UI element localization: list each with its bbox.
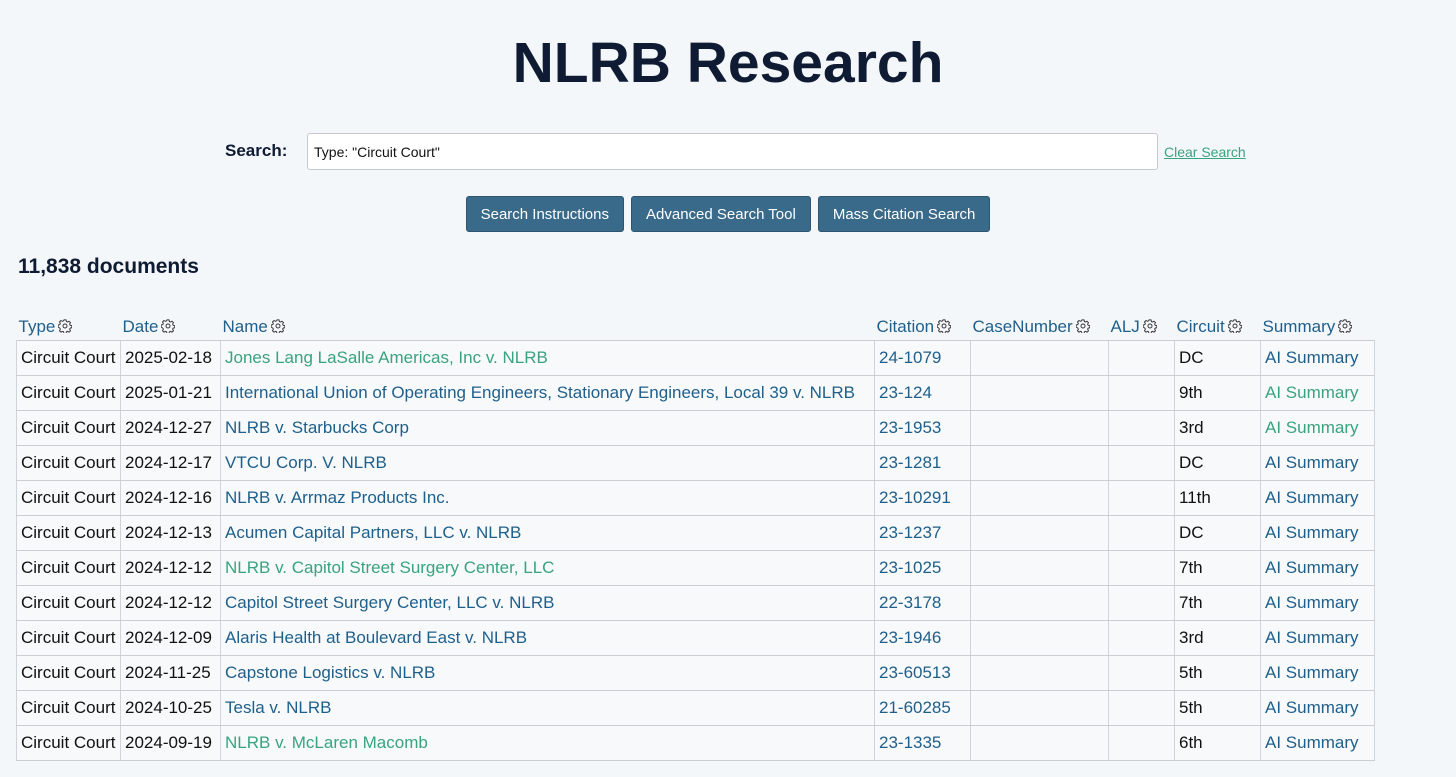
summary-cell	[1261, 516, 1375, 551]
circuit-cell	[1175, 656, 1261, 691]
date-cell	[121, 341, 221, 376]
citation-cell	[875, 376, 971, 411]
document-count: 11,838 documents	[18, 255, 199, 278]
type-cell: Circuit Court	[21, 558, 116, 577]
ai-summary-link[interactable]: AI Summary	[1265, 733, 1359, 752]
case-name-link[interactable]: Alaris Health at Boulevard East v. NLRB	[225, 628, 528, 647]
type-cell	[17, 621, 121, 656]
summary-cell	[1261, 411, 1375, 446]
ai-summary-link[interactable]: AI Summary	[1265, 418, 1359, 437]
column-header-label[interactable]: Type	[18, 317, 56, 336]
column-header-casenumber[interactable]	[971, 312, 1109, 341]
citation-cell	[875, 621, 971, 656]
circuit-cell	[1175, 481, 1261, 516]
citation-cell	[875, 586, 971, 621]
alj-cell	[1109, 446, 1175, 481]
case-name-link[interactable]: Jones Lang LaSalle Americas, Inc v. NLRB	[225, 348, 548, 367]
mass-citation-search-button[interactable]: Mass Citation Search	[818, 196, 991, 232]
case-number-cell	[971, 656, 1109, 691]
column-header-label[interactable]: Name	[222, 317, 268, 336]
summary-cell	[1261, 446, 1375, 481]
citation-link[interactable]: 21-60285	[879, 698, 951, 717]
ai-summary-link[interactable]: AI Summary	[1265, 453, 1359, 472]
date-cell	[121, 516, 221, 551]
table-row	[17, 446, 1375, 481]
type-cell: Circuit Court	[21, 348, 116, 367]
summary-cell	[1261, 551, 1375, 586]
alj-cell	[1109, 516, 1175, 551]
search-label: Search:	[225, 141, 288, 160]
table-row	[17, 481, 1375, 516]
results-body	[17, 341, 1375, 761]
circuit-cell: DC	[1179, 523, 1204, 542]
name-cell	[221, 656, 875, 691]
date-cell	[121, 726, 221, 761]
date-cell	[121, 586, 221, 621]
case-number-cell	[971, 481, 1109, 516]
summary-cell	[1261, 481, 1375, 516]
summary-cell	[1261, 376, 1375, 411]
circuit-cell: 5th	[1179, 698, 1203, 717]
table-row	[17, 586, 1375, 621]
case-number-cell	[971, 411, 1109, 446]
case-name-link[interactable]: International Union of Operating Engineers, Stationary Engineers, Local 39 v. NLRB	[225, 383, 855, 402]
ai-summary-link[interactable]: AI Summary	[1265, 383, 1359, 402]
case-number-cell	[971, 376, 1109, 411]
citation-cell	[875, 551, 971, 586]
date-cell	[121, 551, 221, 586]
citation-link[interactable]: 23-1237	[879, 523, 942, 542]
type-cell: Circuit Court	[21, 418, 116, 437]
date-cell: 2024-12-17	[125, 453, 212, 472]
citation-cell	[875, 481, 971, 516]
ai-summary-link[interactable]: AI Summary	[1265, 698, 1359, 717]
type-cell	[17, 691, 121, 726]
circuit-cell	[1175, 621, 1261, 656]
type-cell: Circuit Court	[21, 593, 116, 612]
name-cell	[221, 691, 875, 726]
alj-cell	[1109, 551, 1175, 586]
table-row	[17, 726, 1375, 761]
type-cell: Circuit Court	[21, 628, 116, 647]
table-row	[17, 341, 1375, 376]
case-name-link[interactable]: NLRB v. McLaren Macomb	[225, 733, 428, 752]
alj-cell	[1109, 691, 1175, 726]
circuit-cell	[1175, 586, 1261, 621]
search-instructions-button[interactable]: Search Instructions	[466, 196, 624, 232]
date-cell: 2024-11-25	[125, 663, 211, 682]
type-cell	[17, 376, 121, 411]
gear-icon[interactable]	[1338, 319, 1352, 333]
type-cell	[17, 516, 121, 551]
citation-link[interactable]: 23-10291	[879, 488, 951, 507]
citation-cell	[875, 446, 971, 481]
case-number-cell	[971, 621, 1109, 656]
case-number-cell	[971, 586, 1109, 621]
circuit-cell: 9th	[1179, 383, 1203, 402]
column-header-citation[interactable]	[875, 312, 971, 341]
name-cell	[221, 551, 875, 586]
table-row	[17, 621, 1375, 656]
date-cell	[121, 446, 221, 481]
type-cell: Circuit Court	[21, 698, 116, 717]
case-number-cell	[971, 691, 1109, 726]
date-cell: 2024-12-09	[125, 628, 212, 647]
table-row	[17, 516, 1375, 551]
gear-icon[interactable]	[1076, 319, 1090, 333]
alj-cell	[1109, 341, 1175, 376]
ai-summary-link[interactable]: AI Summary	[1265, 523, 1359, 542]
ai-summary-link[interactable]: AI Summary	[1265, 628, 1359, 647]
alj-cell	[1109, 621, 1175, 656]
case-name-link[interactable]: Capitol Street Surgery Center, LLC v. NLRB	[225, 593, 555, 612]
case-number-cell	[971, 446, 1109, 481]
type-cell: Circuit Court	[21, 383, 116, 402]
name-cell	[221, 341, 875, 376]
date-cell: 2024-12-13	[125, 523, 212, 542]
type-cell: Circuit Court	[21, 488, 116, 507]
name-cell	[221, 411, 875, 446]
gear-icon[interactable]	[58, 319, 72, 333]
date-cell: 2024-12-12	[125, 558, 212, 577]
table-row	[17, 551, 1375, 586]
citation-link[interactable]: 23-1953	[879, 418, 942, 437]
gear-icon[interactable]	[161, 319, 175, 333]
column-header-label[interactable]: CaseNumber	[972, 317, 1073, 336]
date-cell	[121, 481, 221, 516]
column-header-date[interactable]	[121, 312, 221, 341]
alj-cell	[1109, 411, 1175, 446]
type-cell	[17, 446, 121, 481]
type-cell: Circuit Court	[21, 663, 116, 682]
column-header-label[interactable]: Citation	[876, 317, 935, 336]
type-cell	[17, 586, 121, 621]
type-cell	[17, 341, 121, 376]
alj-cell	[1109, 656, 1175, 691]
advanced-search-tool-button[interactable]: Advanced Search Tool	[631, 196, 811, 232]
circuit-cell	[1175, 376, 1261, 411]
circuit-cell: 11th	[1179, 488, 1211, 507]
name-cell	[221, 726, 875, 761]
citation-cell	[875, 516, 971, 551]
table-header-row	[17, 312, 1375, 341]
results-table	[16, 312, 1375, 761]
case-number-cell	[971, 516, 1109, 551]
column-header-summary[interactable]	[1261, 312, 1375, 341]
column-header-alj[interactable]	[1109, 312, 1175, 341]
date-cell: 2024-09-19	[125, 733, 212, 752]
circuit-cell: 3rd	[1179, 418, 1204, 437]
circuit-cell	[1175, 691, 1261, 726]
circuit-cell	[1175, 516, 1261, 551]
ai-summary-link[interactable]: AI Summary	[1265, 663, 1359, 682]
type-cell	[17, 551, 121, 586]
date-cell	[121, 411, 221, 446]
name-cell	[221, 586, 875, 621]
table-row	[17, 376, 1375, 411]
citation-link[interactable]: 23-124	[879, 383, 932, 402]
citation-link[interactable]: 22-3178	[879, 593, 942, 612]
date-cell: 2024-12-16	[125, 488, 212, 507]
summary-cell	[1261, 621, 1375, 656]
name-cell	[221, 376, 875, 411]
case-name-link[interactable]: Acumen Capital Partners, LLC v. NLRB	[225, 523, 522, 542]
case-name-link[interactable]: VTCU Corp. V. NLRB	[225, 453, 387, 472]
citation-cell	[875, 341, 971, 376]
ai-summary-link[interactable]: AI Summary	[1265, 348, 1359, 367]
column-header-name[interactable]	[221, 312, 875, 341]
case-name-link[interactable]: NLRB v. Capitol Street Surgery Center, LLC	[225, 558, 555, 577]
case-number-cell	[971, 341, 1109, 376]
alj-cell	[1109, 376, 1175, 411]
name-cell	[221, 481, 875, 516]
column-header-label[interactable]: ALJ	[1110, 317, 1140, 336]
circuit-cell: 3rd	[1179, 628, 1204, 647]
citation-cell	[875, 726, 971, 761]
gear-icon[interactable]	[937, 319, 951, 333]
date-cell: 2025-02-18	[125, 348, 212, 367]
name-cell	[221, 516, 875, 551]
type-cell: Circuit Court	[21, 453, 116, 472]
column-header-type[interactable]	[17, 312, 121, 341]
citation-link[interactable]: 24-1079	[879, 348, 942, 367]
summary-cell	[1261, 341, 1375, 376]
type-cell	[17, 656, 121, 691]
table-row	[17, 691, 1375, 726]
type-cell	[17, 481, 121, 516]
case-name-link[interactable]: Tesla v. NLRB	[225, 698, 332, 717]
case-name-link[interactable]: NLRB v. Arrmaz Products Inc.	[225, 488, 450, 507]
circuit-cell: 7th	[1179, 593, 1203, 612]
table-row	[17, 411, 1375, 446]
circuit-cell: DC	[1179, 348, 1204, 367]
column-header-label[interactable]: Date	[122, 317, 159, 336]
column-header-label[interactable]: Circuit	[1176, 317, 1225, 336]
date-cell	[121, 691, 221, 726]
type-cell: Circuit Court	[21, 733, 116, 752]
action-buttons	[0, 196, 1456, 232]
gear-icon[interactable]	[1228, 319, 1242, 333]
citation-link[interactable]: 23-1025	[879, 558, 942, 577]
circuit-cell	[1175, 341, 1261, 376]
circuit-cell: DC	[1179, 453, 1204, 472]
alj-cell	[1109, 481, 1175, 516]
clear-search-link[interactable]: Clear Search	[1164, 144, 1246, 160]
citation-link[interactable]: 23-1281	[879, 453, 942, 472]
date-cell	[121, 376, 221, 411]
date-cell: 2024-12-12	[125, 593, 212, 612]
case-name-link[interactable]: Capstone Logistics v. NLRB	[225, 663, 436, 682]
citation-link[interactable]: 23-60513	[879, 663, 951, 682]
circuit-cell	[1175, 726, 1261, 761]
citation-cell	[875, 656, 971, 691]
circuit-cell: 5th	[1179, 663, 1203, 682]
citation-cell	[875, 411, 971, 446]
circuit-cell	[1175, 446, 1261, 481]
date-cell: 2025-01-21	[125, 383, 212, 402]
table-row	[17, 656, 1375, 691]
search-input[interactable]	[307, 133, 1158, 170]
case-number-cell	[971, 726, 1109, 761]
summary-cell	[1261, 726, 1375, 761]
circuit-cell	[1175, 411, 1261, 446]
alj-cell	[1109, 726, 1175, 761]
gear-icon[interactable]	[1143, 319, 1157, 333]
ai-summary-link[interactable]: AI Summary	[1265, 488, 1359, 507]
citation-link[interactable]: 23-1335	[879, 733, 942, 752]
alj-cell	[1109, 586, 1175, 621]
type-cell: Circuit Court	[21, 523, 116, 542]
date-cell	[121, 656, 221, 691]
type-cell	[17, 726, 121, 761]
circuit-cell: 7th	[1179, 558, 1203, 577]
case-name-link[interactable]: NLRB v. Starbucks Corp	[225, 418, 409, 437]
summary-cell	[1261, 656, 1375, 691]
gear-icon[interactable]	[271, 319, 285, 333]
date-cell	[121, 621, 221, 656]
date-cell: 2024-10-25	[125, 698, 212, 717]
name-cell	[221, 621, 875, 656]
ai-summary-link[interactable]: AI Summary	[1265, 593, 1359, 612]
column-header-circuit[interactable]	[1175, 312, 1261, 341]
ai-summary-link[interactable]: AI Summary	[1265, 558, 1359, 577]
date-cell: 2024-12-27	[125, 418, 212, 437]
citation-cell	[875, 691, 971, 726]
column-header-label[interactable]: Summary	[1262, 317, 1336, 336]
circuit-cell	[1175, 551, 1261, 586]
name-cell	[221, 446, 875, 481]
page-title: NLRB Research	[512, 31, 944, 95]
case-number-cell	[971, 551, 1109, 586]
type-cell	[17, 411, 121, 446]
summary-cell	[1261, 586, 1375, 621]
circuit-cell: 6th	[1179, 733, 1203, 752]
citation-link[interactable]: 23-1946	[879, 628, 942, 647]
summary-cell	[1261, 691, 1375, 726]
